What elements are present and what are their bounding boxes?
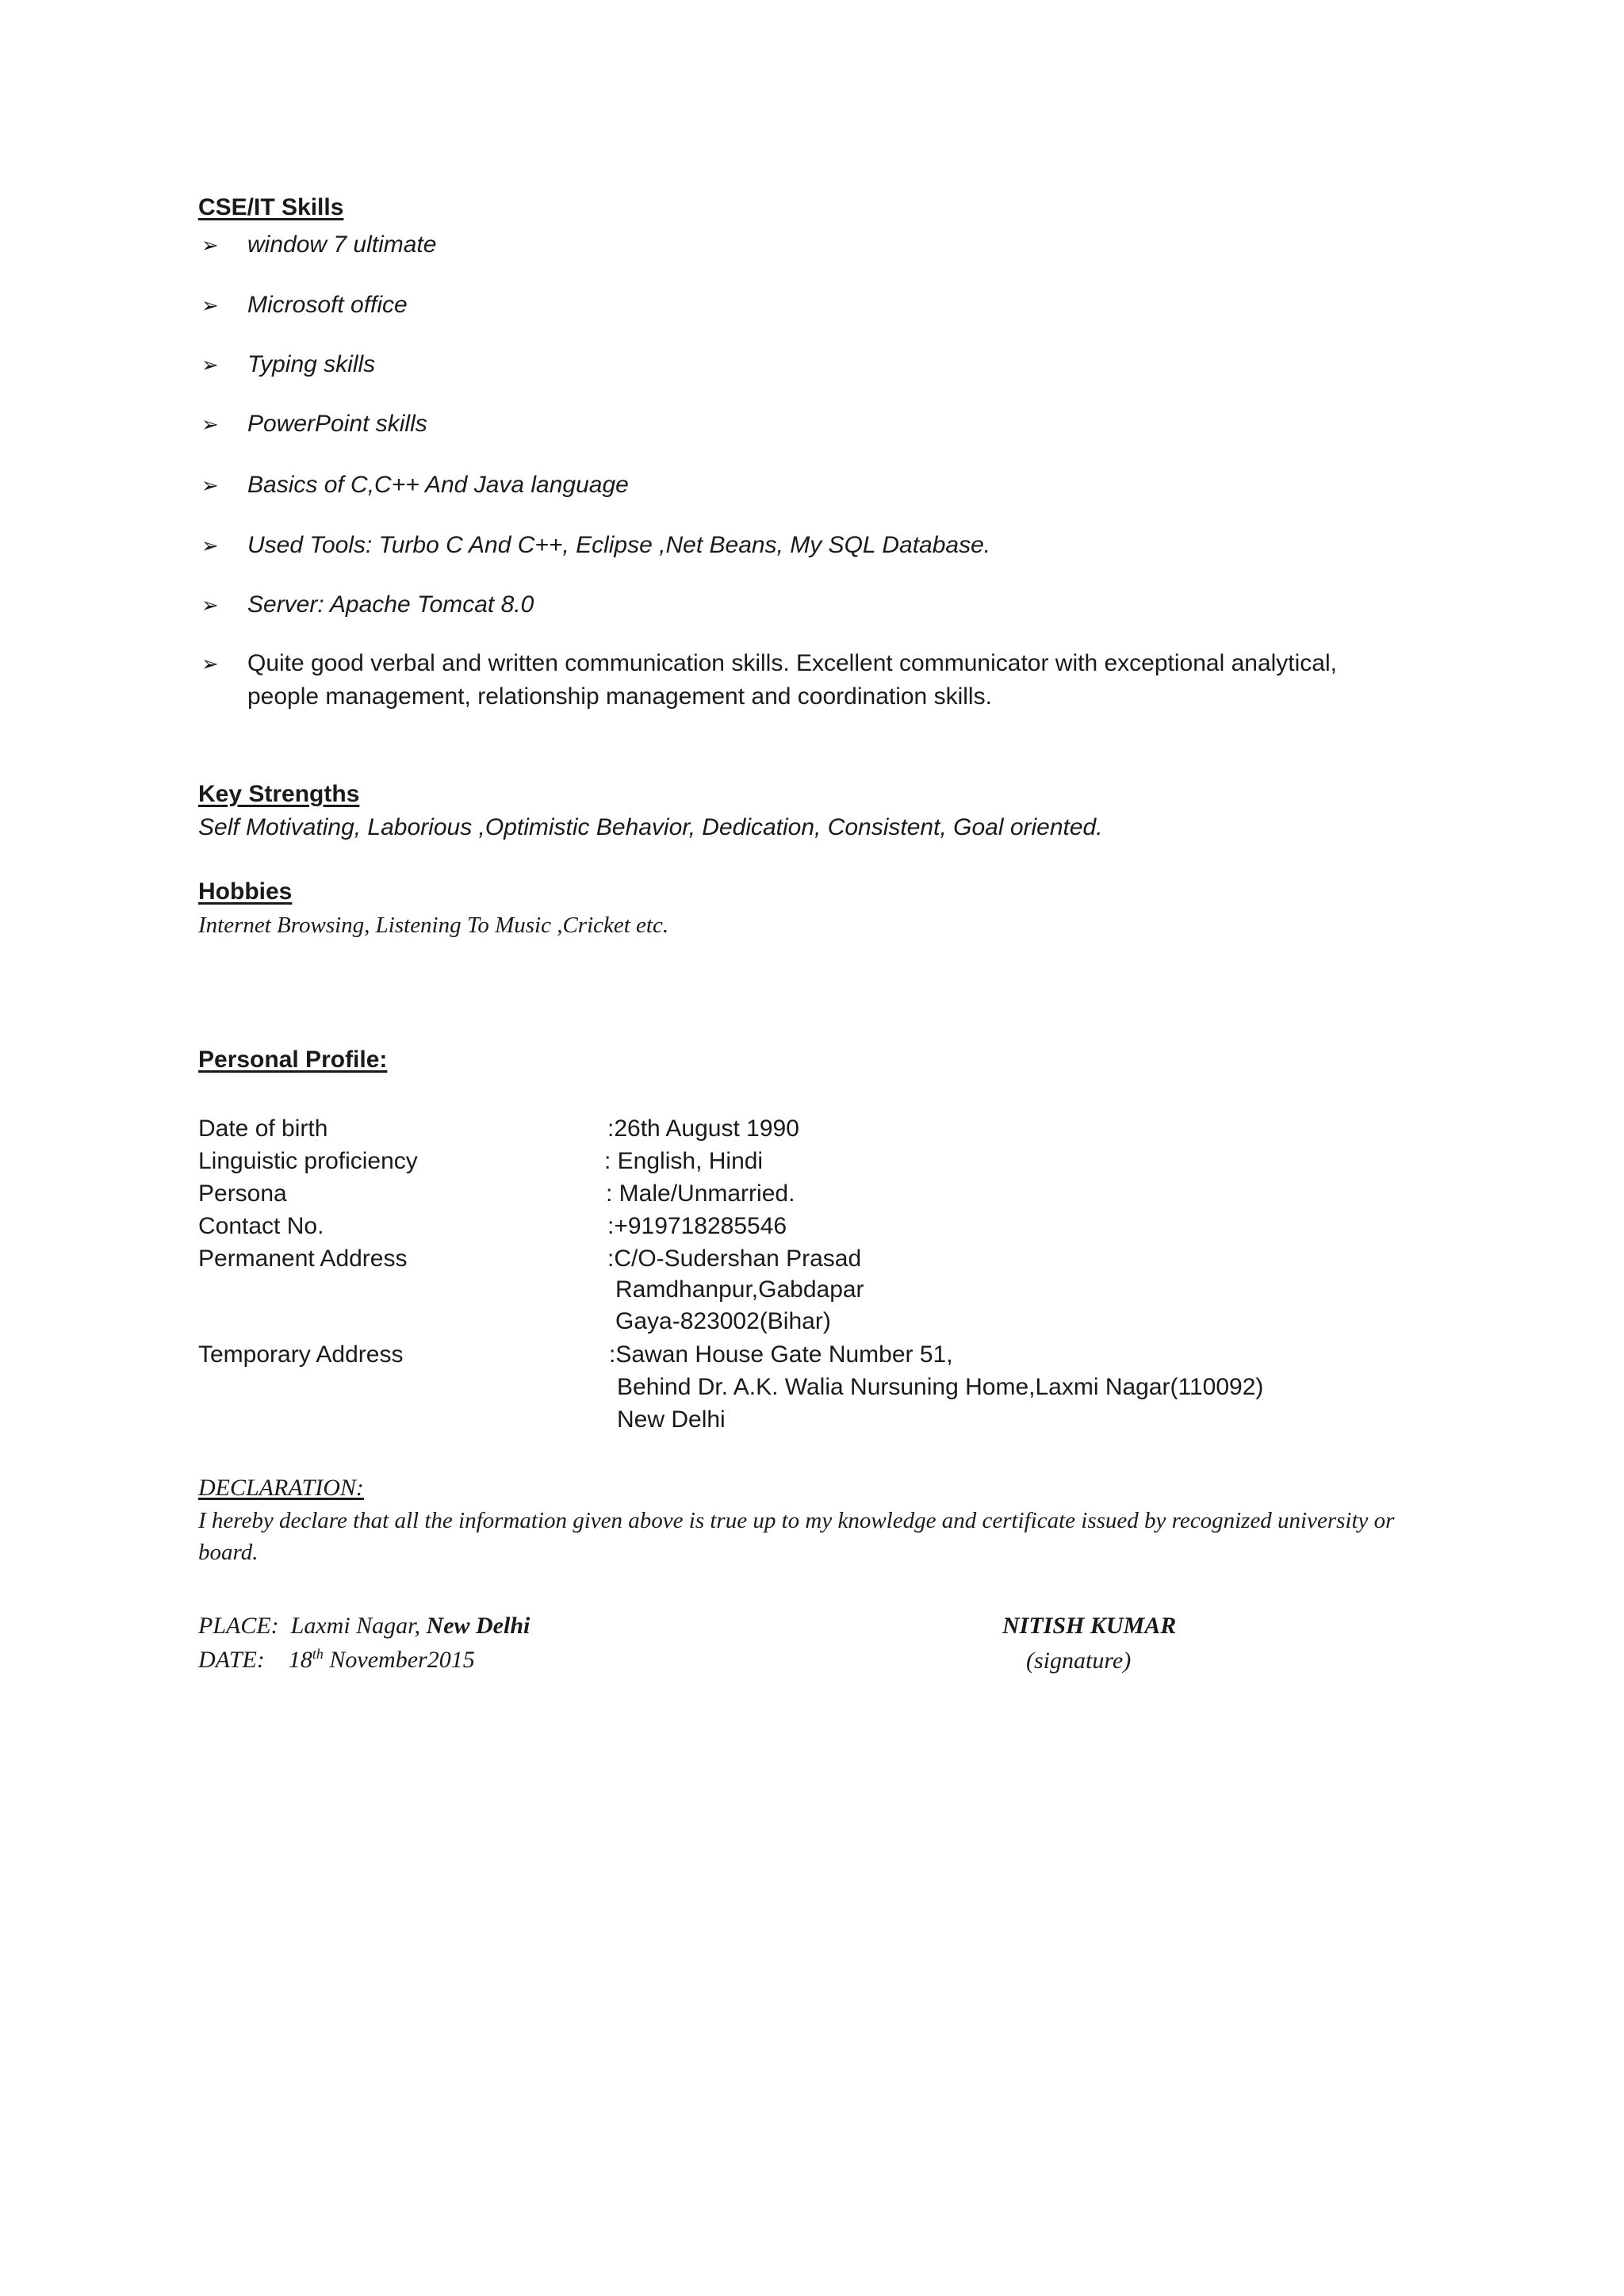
profile-label: Date of birth: [198, 1115, 328, 1142]
place-label: PLACE:: [198, 1613, 279, 1639]
place-line: [198, 1613, 530, 1640]
signature-note: (signature): [1026, 1647, 1132, 1674]
personal-profile-heading: Personal Profile:: [198, 1047, 388, 1073]
signatory-name: [1002, 1613, 1176, 1640]
profile-value: :+919718285546: [607, 1213, 787, 1239]
date-line: [198, 1646, 475, 1674]
arrow-bullet-icon: ➢: [201, 233, 219, 257]
place-city: New Delhi: [426, 1613, 530, 1639]
profile-label: Permanent Address: [198, 1246, 408, 1272]
profile-value: Ramdhanpur,Gabdapar: [615, 1276, 864, 1303]
arrow-bullet-icon: ➢: [201, 534, 219, 557]
signatory-name-text: NITISH KUMAR: [1002, 1613, 1177, 1639]
skill-item-text: Microsoft office: [247, 292, 408, 318]
profile-label: Persona: [198, 1181, 287, 1207]
key-strengths-text: Self Motivating, Laborious ,Optimistic Behavior, Dedication, Consistent, Goal oriented.: [198, 814, 1103, 840]
skill-item-text: Quite good verbal and written communication skills. Excellent communicator with exceptional analytical, people management, relationship management and coordination skills.: [247, 650, 1337, 710]
profile-value: :Sawan House Gate Number 51,: [609, 1341, 953, 1368]
skill-item-text: Server: Apache Tomcat 8.0: [247, 591, 534, 618]
hobbies-heading: Hobbies: [198, 878, 293, 905]
skill-item-text: Used Tools: Turbo C And C++, Eclipse ,Net Beans, My SQL Database.: [247, 532, 991, 558]
profile-value: : Male/Unmarried.: [606, 1181, 795, 1207]
profile-value: Behind Dr. A.K. Walia Nursuning Home,Laxmi Nagar(110092): [617, 1374, 1264, 1400]
profile-value: : English, Hindi: [604, 1148, 764, 1174]
date-suffix: th: [312, 1646, 324, 1662]
date-day: 18: [288, 1647, 312, 1673]
skill-item-text: PowerPoint skills: [247, 411, 427, 437]
place-value: Laxmi Nagar,: [290, 1613, 421, 1639]
profile-label: Contact No.: [198, 1213, 324, 1239]
arrow-bullet-icon: ➢: [201, 652, 219, 675]
skill-item-text: Basics of C,C++ And Java language: [247, 472, 629, 498]
profile-value: Gaya-823002(Bihar): [615, 1308, 831, 1334]
arrow-bullet-icon: ➢: [201, 293, 219, 317]
profile-value: New Delhi: [617, 1406, 726, 1433]
declaration-heading: DECLARATION:: [198, 1475, 364, 1501]
skills-heading: CSE/IT Skills: [198, 194, 344, 220]
hobbies-text: Internet Browsing, Listening To Music ,Cricket etc.: [198, 913, 669, 938]
profile-label: Linguistic proficiency: [198, 1148, 418, 1174]
arrow-bullet-icon: ➢: [201, 593, 219, 617]
key-strengths-heading: Key Strengths: [198, 781, 360, 807]
date-rest: November2015: [329, 1647, 475, 1673]
profile-value: :26th August 1990: [607, 1115, 799, 1142]
arrow-bullet-icon: ➢: [201, 473, 219, 497]
arrow-bullet-icon: ➢: [201, 412, 219, 436]
profile-label: Temporary Address: [198, 1341, 404, 1368]
declaration-text: I hereby declare that all the information given above is true up to my knowledge and certificate issued by recognized university or board.: [198, 1508, 1395, 1565]
arrow-bullet-icon: ➢: [201, 353, 219, 377]
skill-item-text: Typing skills: [247, 351, 376, 377]
skill-item-text: window 7 ultimate: [247, 232, 437, 258]
date-label: DATE:: [198, 1647, 265, 1673]
profile-value: :C/O-Sudershan Prasad: [607, 1246, 862, 1272]
